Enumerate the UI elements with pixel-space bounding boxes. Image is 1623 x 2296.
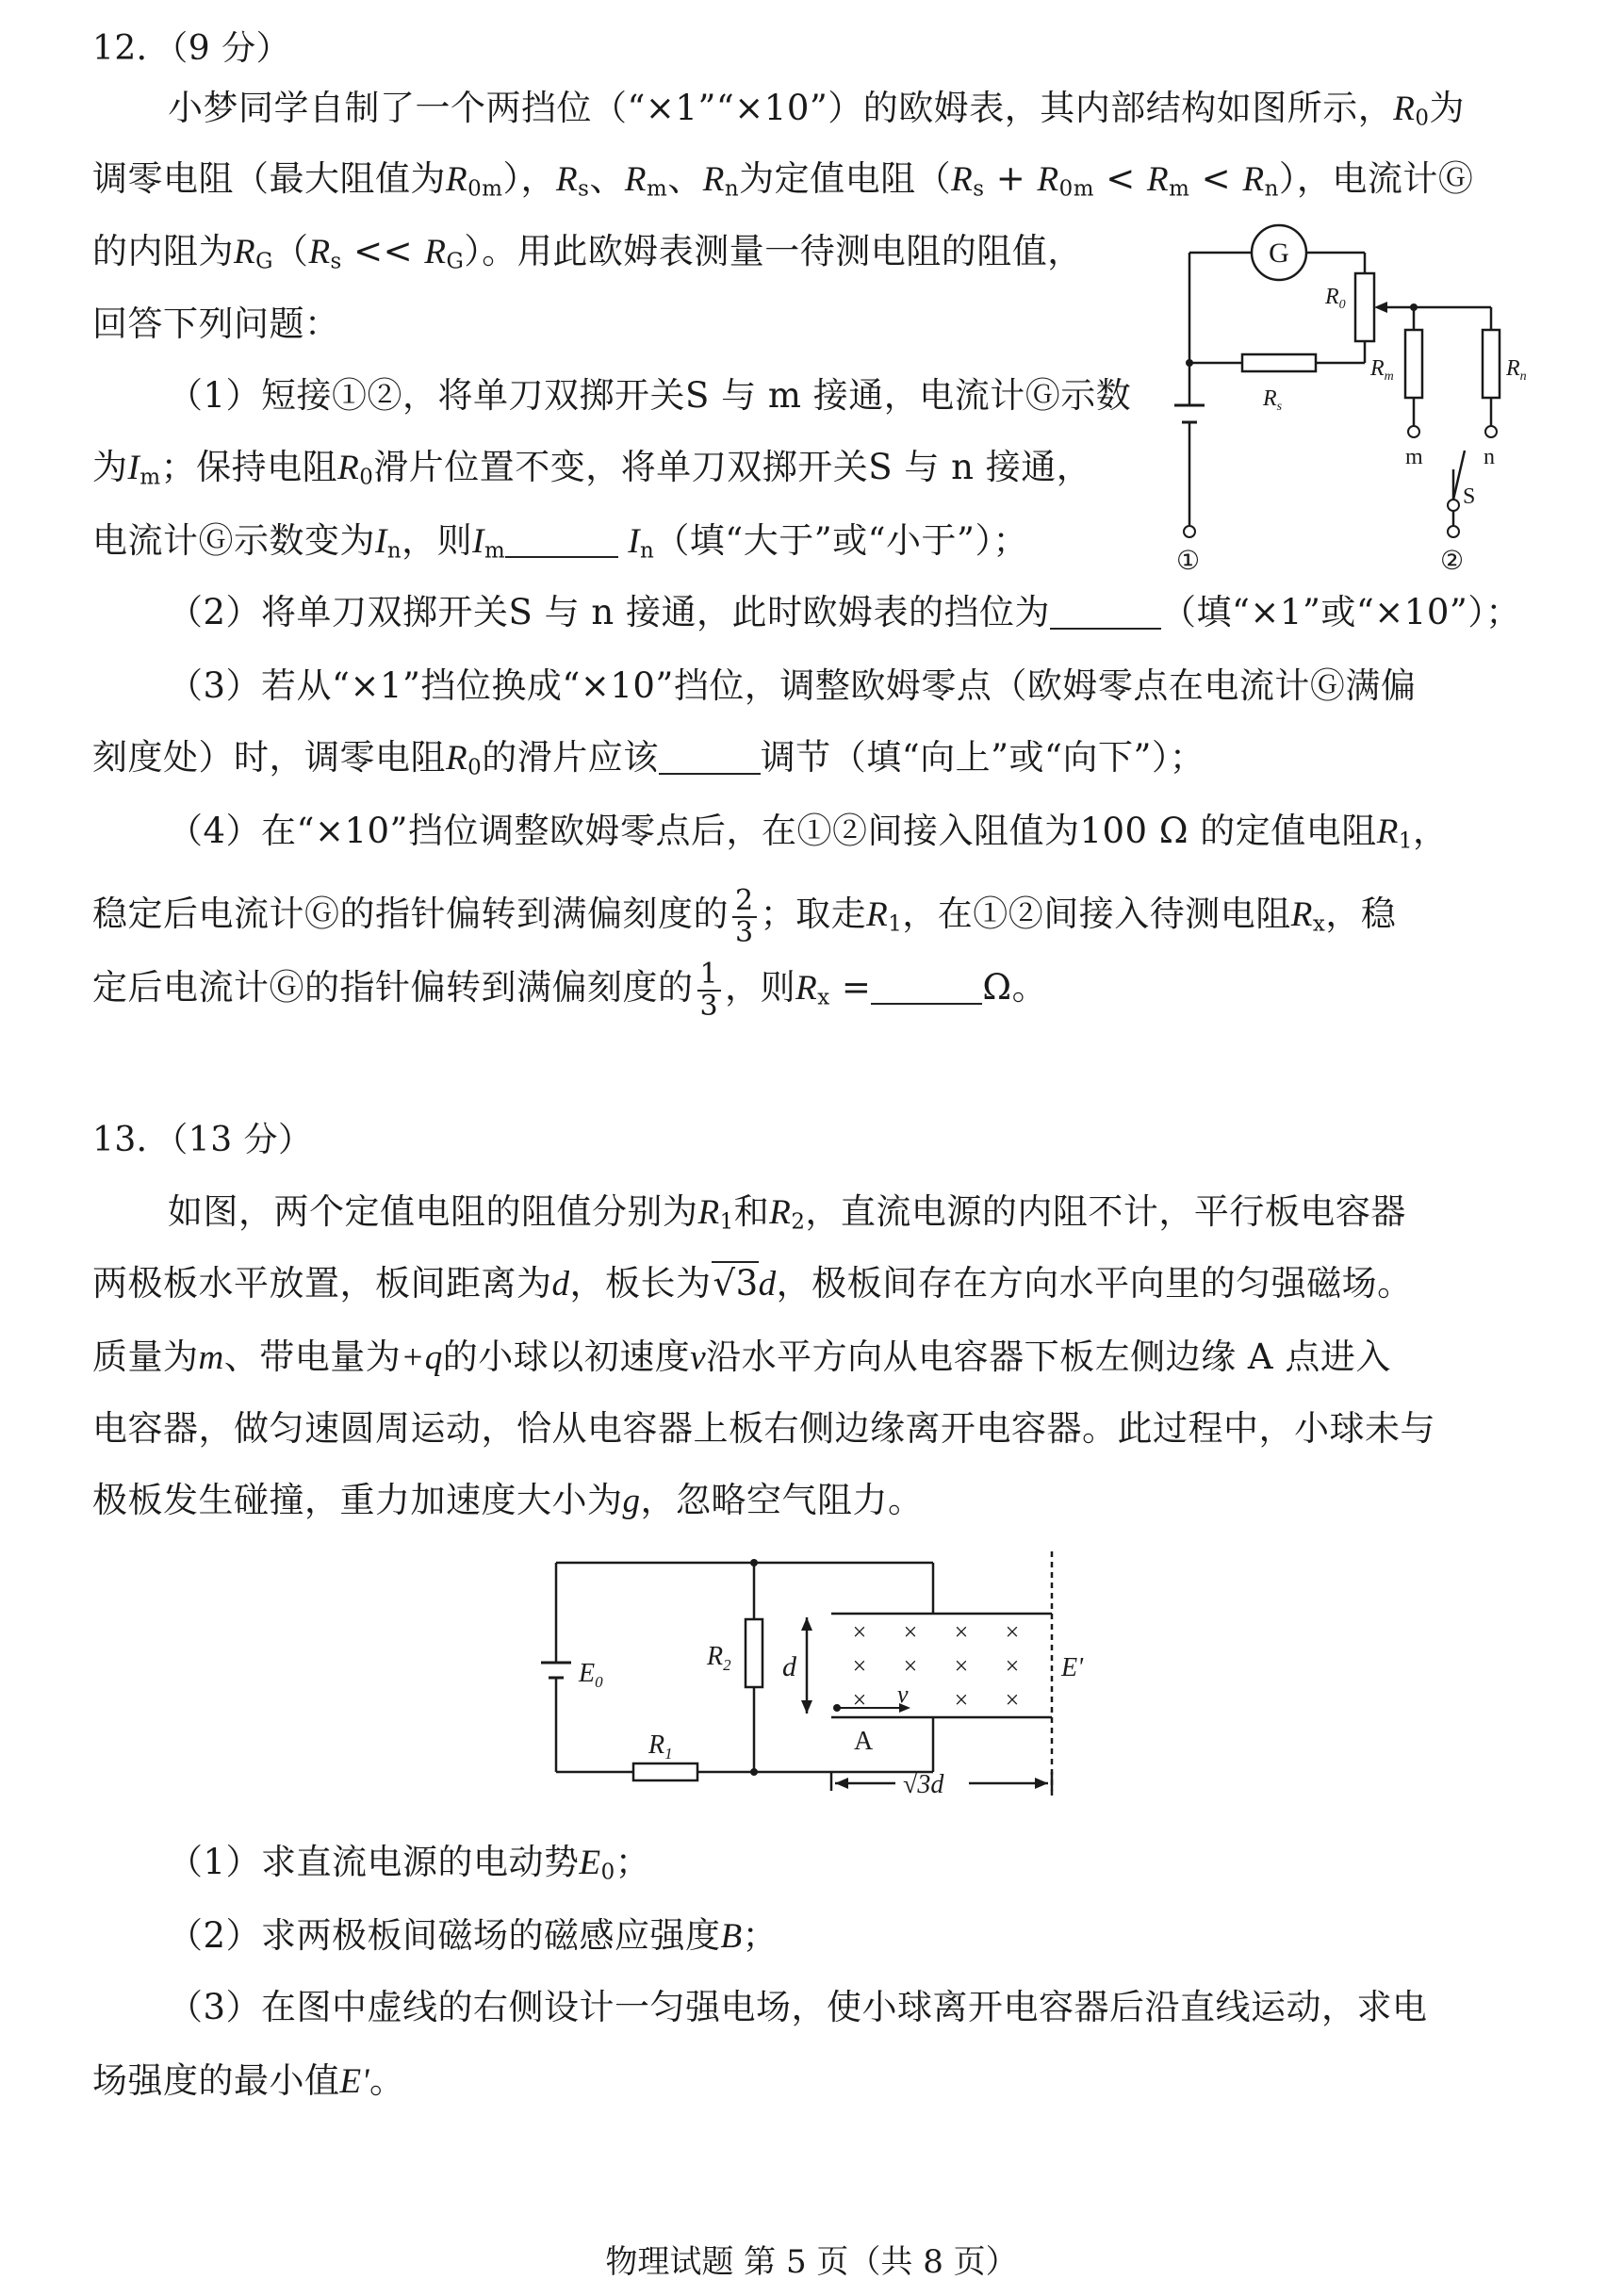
svg-text:R0: $R_0$ <box>1325 285 1346 312</box>
q13-stem-line2: 两极板水平放置，板间距离为d，板长为√3d，极板间存在方向水平向里的匀强磁场。 <box>92 1263 1413 1304</box>
capacitor-circuit-diagram <box>537 1536 1084 1819</box>
q12-part4-line3: 定后电流计Ⓖ的指针偏转到满偏刻度的 $\frac{1}{3}$ ，则$R_x = \Omega$。 <box>92 958 1048 1023</box>
svg-text:Rm: $R_m$ <box>1370 356 1394 384</box>
svg-text:×: × <box>1005 1652 1020 1680</box>
q12-stem-line4: 回答下列问题： <box>92 303 340 344</box>
q12-header: 12．（9 分） <box>92 29 291 68</box>
terminal-1: ① <box>1176 547 1201 576</box>
q12-stem-line3: 的内阻为$R_G(R_s << R_G)$。用此欧姆表测量一待测电阻的阻值， <box>92 231 1083 274</box>
ohmmeter-circuit-diagram <box>1140 226 1536 584</box>
plate-gap-label: d <box>782 1651 796 1682</box>
q13-part3-line2: 场强度的最小值E'。 <box>92 2060 405 2101</box>
plate-length-label: √3d <box>903 1770 944 1799</box>
q12-part1-line1: （1）短接①②，将单刀双掷开关S 与 m 接通，电流计Ⓖ示数 <box>168 375 1132 416</box>
q12-part3-line1: （3）若从“×1”挡位换成“×10”挡位，调整欧姆零点（欧姆零点在电流计Ⓖ满偏 <box>168 665 1417 706</box>
q13-stem-line5: 极板发生碰撞，重力加速度大小为g，忽略空气阻力。 <box>92 1480 924 1520</box>
svg-text:×: × <box>852 1686 867 1714</box>
svg-text:R1: $R_1$ <box>648 1730 673 1763</box>
switch-label: S <box>1463 484 1476 509</box>
q12-stem-line1: 小梦同学自制了一个两挡位（“×1”“×10”）的欧姆表，其内部结构如图所示，$R_0$为 <box>168 88 1465 131</box>
switch-contact-m: m <box>1405 445 1423 469</box>
field-e-prime-label: E' <box>1061 1653 1084 1682</box>
switch-contact-n: n <box>1484 445 1495 469</box>
svg-text:×: × <box>954 1652 969 1680</box>
svg-text:×: × <box>954 1686 969 1714</box>
answer-blank[interactable] <box>659 738 761 775</box>
q13-part2: （2）求两极板间磁场的磁感应强度B； <box>168 1915 779 1956</box>
q12-part3-line2: 刻度处）时，调零电阻$R_0$的滑片应该 调节（填“向上”或“向下”）； <box>92 737 1205 780</box>
galvanometer-label: G <box>1269 238 1289 269</box>
velocity-label: v <box>897 1681 909 1708</box>
page-footer: 物理试题 第 5 页（共 8 页） <box>605 2243 1018 2281</box>
svg-text:Rs: $R_s$ <box>1263 386 1283 414</box>
terminal-2: ② <box>1440 547 1465 576</box>
svg-text:×: × <box>1005 1686 1020 1714</box>
answer-blank[interactable] <box>505 521 618 558</box>
svg-text:×: × <box>852 1652 867 1680</box>
answer-blank[interactable] <box>871 968 982 1005</box>
svg-text:E0: $E_0$ <box>579 1659 603 1691</box>
fraction-two-thirds: $\frac{2}{3}$ <box>732 886 757 947</box>
q12-part1-line2: 为$I_m$；保持电阻$R_0$滑片位置不变，将单刀双掷开关S 与 n 接通， <box>92 447 1092 490</box>
magnetic-field-crosses <box>853 1618 1020 1714</box>
q12-part4-line2: 稳定后电流计Ⓖ的指针偏转到满偏刻度的 $\frac{2}{3}$ ；取走$R_1$，在①②间接入待测电阻$R_x$，稳 <box>92 884 1397 949</box>
svg-text:Rn: $R_n$ <box>1506 356 1527 384</box>
q13-stem-line3: 质量为m、带电量为+q的小球以初速度v沿水平方向从电容器下板左侧边缘 A 点进入 <box>92 1337 1391 1377</box>
svg-text:×: × <box>1005 1618 1020 1646</box>
q13-header: 13．（13 分） <box>92 1121 313 1159</box>
q12-part4-line1: （4）在“×10”挡位调整欧姆零点后，在①②间接入阻值为100 Ω 的定值电阻$R_1$， <box>168 811 1449 854</box>
fraction-one-third: $\frac{1}{3}$ <box>697 959 722 1021</box>
q12-stem-line2: 调零电阻（最大阻值为$R_{0m}$），$R_s$、$R_m$、$R_n$为定值电阻$(R_s + R_{0m} < R_m < R_n)$，电流计Ⓖ <box>92 158 1474 202</box>
svg-text:×: × <box>903 1652 918 1680</box>
svg-text:×: × <box>954 1618 969 1646</box>
q13-stem-line1: 如图，两个定值电阻的阻值分别为$R_1$和$R_2$，直流电源的内阻不计，平行板电容器 <box>168 1191 1406 1235</box>
q13-part3-line1: （3）在图中虚线的右侧设计一匀强电场，使小球离开电容器后沿直线运动，求电 <box>168 1987 1428 2027</box>
q12-part2: （2）将单刀双掷开关S 与 n 接通，此时欧姆表的挡位为 （填“×1”或“×10”）； <box>168 592 1521 632</box>
svg-text:×: × <box>852 1618 867 1646</box>
q12-part1-line3: 电流计Ⓖ示数变为$I_n$，则$I_m$ $I_n$（填“大于”或“小于”）； <box>92 520 1028 564</box>
svg-text:R2: $R_2$ <box>707 1642 731 1674</box>
q13-stem-line4: 电容器，做匀速圆周运动，恰从电容器上板右侧边缘离开电容器。此过程中，小球未与 <box>92 1408 1435 1449</box>
q13-part1: （1）求直流电源的电动势$E_0$； <box>168 1842 651 1885</box>
answer-blank[interactable] <box>1050 593 1161 630</box>
point-a-label: A <box>854 1727 874 1756</box>
svg-text:×: × <box>903 1618 918 1646</box>
